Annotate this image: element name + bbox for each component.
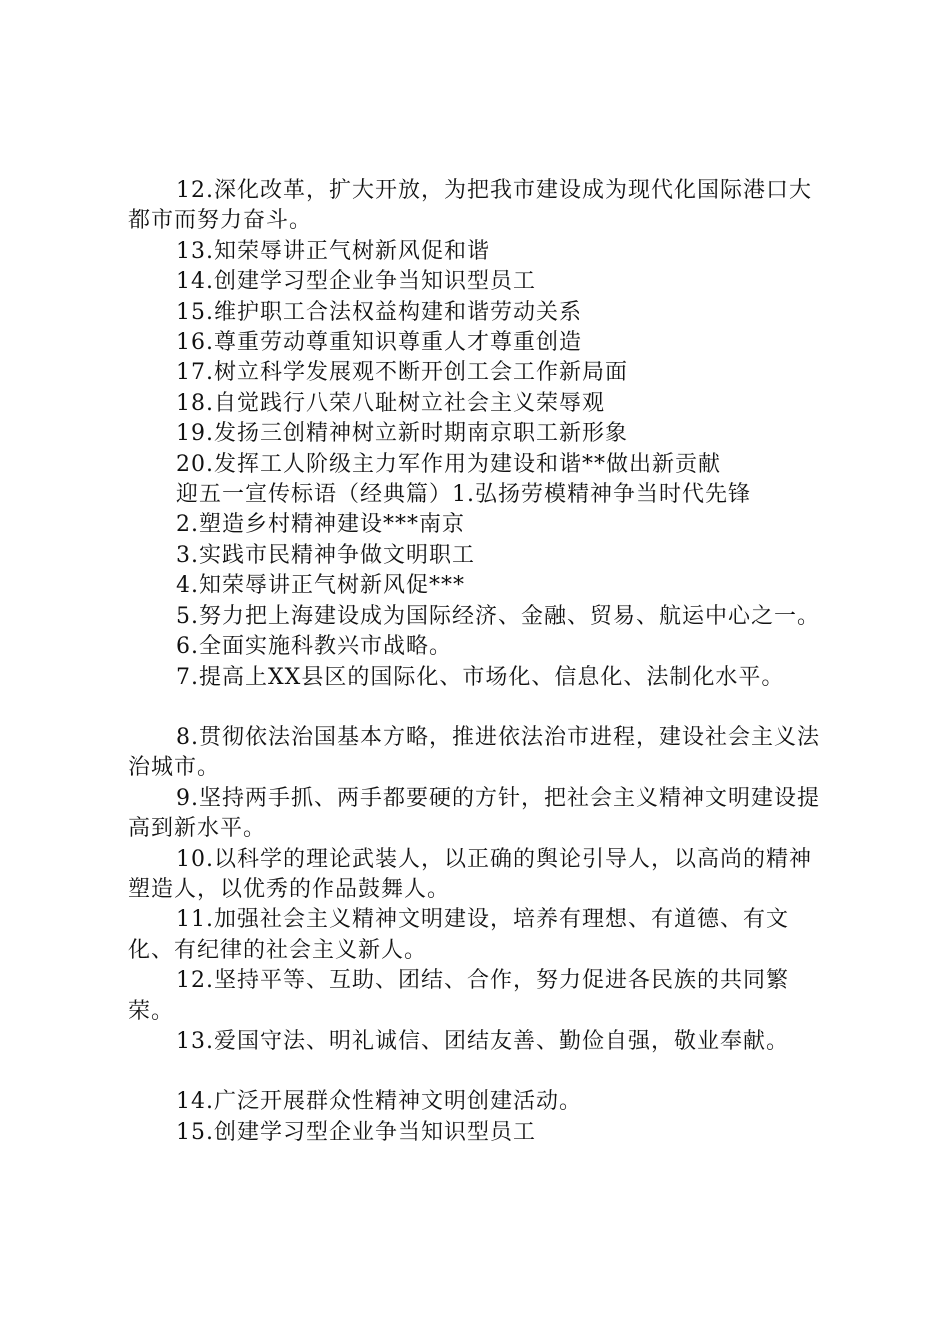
paragraph: 15.维护职工合法权益构建和谐劳动关系 — [176, 299, 582, 325]
paragraph: 16.尊重劳动尊重知识尊重人才尊重创造 — [176, 330, 582, 356]
blank-line — [128, 693, 828, 723]
paragraph: 12.深化改革，扩大开放，为把我市建设成为现代化国际港口大都市而努力奋斗。 — [128, 178, 812, 234]
paragraph: 20.发挥工人阶级主力军作用为建设和谐**做出新贡献 — [176, 451, 721, 477]
document-body — [128, 176, 828, 1148]
paragraph: 19.发扬三创精神树立新时期南京职工新形象 — [176, 421, 628, 447]
paragraph: 8.贯彻依法治国基本方略，推进依法治市进程，建设社会主义法治城市。 — [128, 724, 820, 781]
paragraph: 5.努力把上海建设成为国际经济、金融、贸易、航运中心之一。 — [176, 603, 820, 629]
paragraph: 10.以科学的理论武装人，以正确的舆论引导人，以高尚的精神塑造人，以优秀的作品鼓舞人。 — [128, 846, 812, 902]
blank-line — [128, 1057, 828, 1087]
paragraph: 12.坚持平等、互助、团结、合作，努力促进各民族的共同繁荣。 — [128, 968, 789, 1024]
paragraph: 15.创建学习型企业争当知识型员工 — [176, 1119, 536, 1145]
paragraph: 9.坚持两手抓、两手都要硬的方针，把社会主义精神文明建设提高到新水平。 — [128, 785, 820, 842]
paragraph: 14.广泛开展群众性精神文明创建活动。 — [176, 1089, 582, 1115]
paragraph: 13.知荣辱讲正气树新风促和谐 — [176, 238, 490, 264]
paragraph: 6.全面实施科教兴市战略。 — [176, 634, 452, 660]
section-heading-paragraph: 迎五一宣传标语（经典篇）1.弘扬劳模精神争当时代先锋 — [176, 482, 751, 508]
paragraph: 18.自觉践行八荣八耻树立社会主义荣辱观 — [176, 390, 605, 416]
paragraph: 17.树立科学发展观不断开创工会工作新局面 — [176, 360, 628, 386]
paragraph: 13.爱国守法、明礼诚信、团结友善、勤俭自强，敬业奉献。 — [176, 1028, 789, 1054]
paragraph: 7.提高上XX县区的国际化、市场化、信息化、法制化水平。 — [176, 664, 785, 690]
paragraph: 2.塑造乡村精神建设***南京 — [176, 512, 465, 538]
paragraph: 11.加强社会主义精神文明建设，培养有理想、有道德、有文化、有纪律的社会主义新人。 — [128, 907, 789, 963]
paragraph: 14.创建学习型企业争当知识型员工 — [176, 269, 536, 295]
paragraph: 3.实践市民精神争做文明职工 — [176, 542, 475, 568]
paragraph: 4.知荣辱讲正气树新风促*** — [176, 573, 465, 599]
